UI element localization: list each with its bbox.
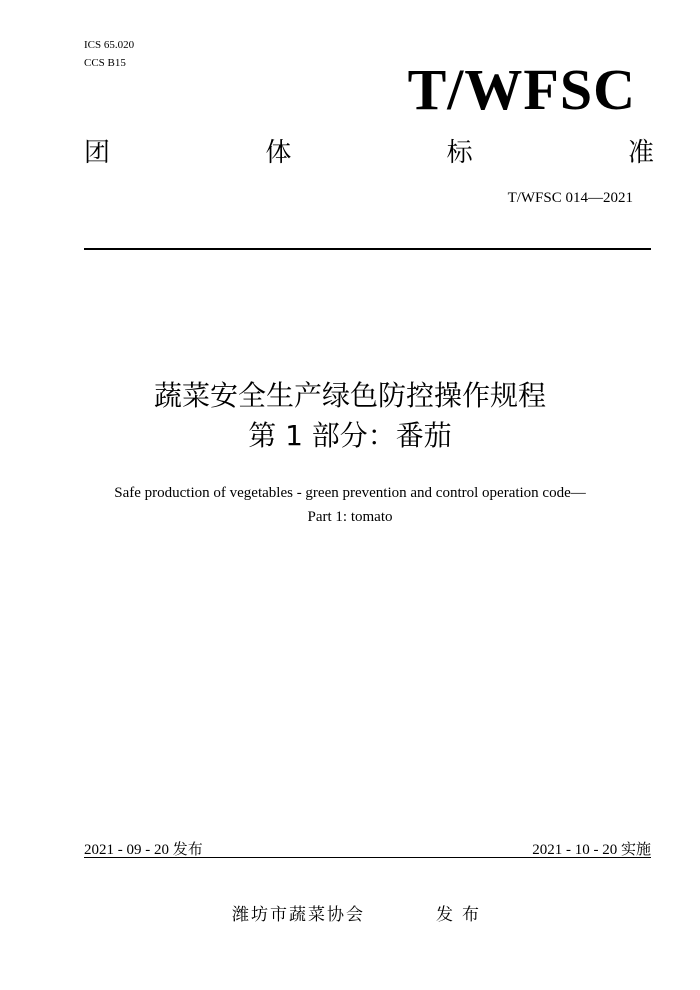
ics-code: ICS 65.020 bbox=[84, 39, 135, 51]
standard-type-char: 体 bbox=[265, 138, 292, 168]
classification-codes bbox=[84, 36, 134, 72]
publish-label: 发布 bbox=[436, 905, 488, 925]
ccs-code: CCS B15 bbox=[84, 57, 126, 69]
standard-number: T/WFSC 014—2021 bbox=[507, 190, 633, 206]
implementation-date: 2021 - 10 - 20 实施 bbox=[532, 842, 651, 858]
chinese-title bbox=[50, 378, 650, 454]
standard-type-heading bbox=[84, 136, 654, 170]
english-title bbox=[40, 481, 660, 529]
chinese-title-line-2: 第 1 部分：番茄 bbox=[248, 419, 452, 452]
standard-type-char: 准 bbox=[627, 138, 654, 168]
organization-logo: T/WFSC bbox=[407, 57, 636, 122]
english-title-line-1: Safe production of vegetables - green prevention and control operation code— bbox=[114, 485, 586, 501]
standard-type-char: 标 bbox=[446, 138, 473, 168]
chinese-title-line-1: 蔬菜安全生产绿色防控操作规程 bbox=[153, 379, 546, 412]
english-title-line-2: Part 1: tomato bbox=[307, 509, 393, 525]
header-divider bbox=[84, 248, 651, 250]
publisher-name: 潍坊市蔬菜协会 bbox=[232, 905, 365, 925]
standard-type-char: 团 bbox=[84, 138, 111, 168]
issue-date: 2021 - 09 - 20 发布 bbox=[84, 842, 203, 858]
footer-divider bbox=[84, 857, 651, 858]
